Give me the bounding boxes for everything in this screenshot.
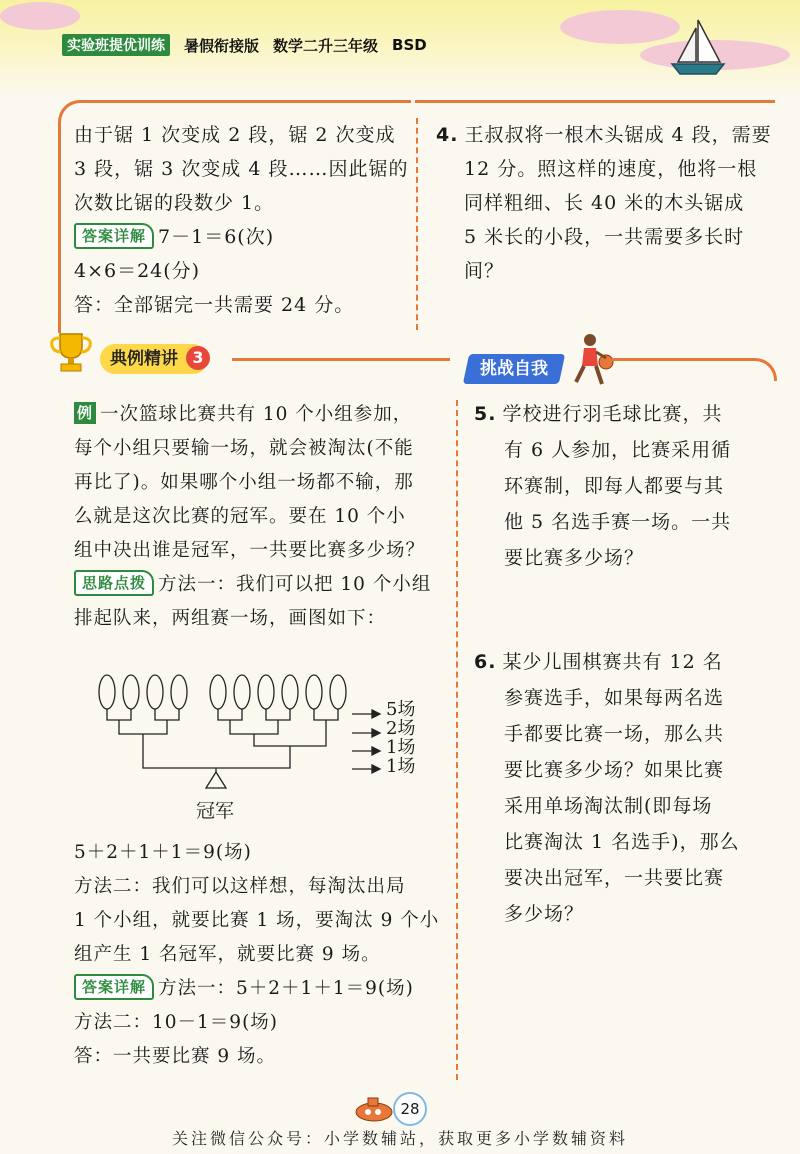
question-line: 参赛选手，如果每两名选: [504, 687, 725, 709]
basketball-player-icon: [566, 332, 616, 388]
prev-solution-line: 3 段，锯 3 次变成 4 段……因此锯的: [74, 158, 409, 180]
idea-line: 排起队来，两组赛一场，画图如下：: [74, 608, 387, 629]
section-number: 3: [186, 346, 210, 370]
column-divider: [456, 400, 458, 1080]
answer-line: 方法一：5＋2＋1＋1＝9(场): [158, 978, 414, 999]
question-6: [474, 644, 774, 932]
answer-line: 答：一共要比赛 9 场。: [74, 1046, 277, 1067]
team-oval: [99, 675, 115, 709]
question-line: 有 6 人参加，比赛采用循: [504, 439, 732, 461]
prev-solution-line: 由于锯 1 次变成 2 段，锯 2 次变成: [74, 124, 396, 146]
example: [74, 398, 452, 636]
question-line: 他 5 名选手赛一场。一共: [504, 511, 732, 533]
edition-label: 暑假衔接版: [184, 36, 260, 55]
example-line: 一次篮球比赛共有 10 个小组参加，: [100, 404, 413, 425]
cloud-decoration: [0, 2, 80, 30]
tournament-diagram: [90, 670, 430, 830]
challenge-badge: [463, 354, 565, 384]
page-number: 28: [393, 1092, 427, 1126]
question-line: 某少儿围棋赛共有 12 名: [502, 651, 723, 673]
diagram-label: 1场: [386, 737, 416, 758]
section-title-text: 典例精讲: [110, 349, 178, 369]
team-oval: [171, 675, 187, 709]
section-divider: [232, 358, 450, 361]
method-line: 方法二：我们可以这样想，每淘汰出局: [74, 876, 406, 897]
section-title: [100, 344, 208, 374]
champion-triangle: [206, 772, 226, 788]
diagram-labels: [386, 700, 415, 776]
answer-line: 方法二：10－1＝9(场): [74, 1012, 279, 1033]
question-line: 要比赛多少场？如果比赛: [504, 759, 725, 781]
champion-label: 冠军: [196, 800, 235, 822]
header-bar: [62, 34, 427, 56]
footer-note: 关注微信公众号：小学数辅站，获取更多小学数辅资料: [171, 1129, 628, 1148]
idea-line: 方法一：我们可以把 10 个小组: [158, 574, 432, 595]
example-line: 每个小组只要输一场，就会被淘汰(不能: [74, 438, 414, 459]
question-line: 同样粗细、长 40 米的木头锯成: [464, 192, 745, 214]
example-line: 再比了)。如果哪个小组一场都不输，那: [74, 472, 414, 493]
cloud-decoration: [560, 10, 680, 44]
team-oval: [123, 675, 139, 709]
team-oval: [234, 675, 250, 709]
diagram-label: 1场: [386, 756, 416, 777]
question-line: 手都要比赛一场，那么共: [504, 723, 725, 745]
method-line: 1 个小组，就要比赛 1 场，要淘汰 9 个小: [74, 910, 440, 931]
question-line: 采用单场淘汰制(即每场: [504, 795, 713, 817]
question-5: [474, 396, 774, 576]
question-line: 要比赛多少场？: [504, 547, 645, 569]
example-line: 组中决出谁是冠军，一共要比赛多少场？: [74, 540, 426, 561]
method-line: 组产生 1 名冠军，就要比赛 9 场。: [74, 944, 381, 965]
team-oval: [330, 675, 346, 709]
answer-line: 7－1＝6(次): [158, 226, 275, 248]
team-oval: [282, 675, 298, 709]
submarine-icon: [352, 1090, 396, 1124]
diagram-label: 2场: [386, 718, 416, 739]
q4-frame-top: [415, 100, 775, 103]
prev-solution-line: 次数比锯的段数少 1。: [74, 192, 275, 214]
question-line: 学校进行羽毛球比赛，共: [502, 403, 723, 425]
idea-tag: 思路点拨: [74, 570, 154, 596]
example-mark: 例: [74, 402, 96, 424]
team-oval: [258, 675, 274, 709]
challenge-title: 挑战自我: [480, 359, 548, 379]
subject-label: 数学二升三年级: [273, 36, 379, 55]
question-number: 4.: [436, 124, 459, 146]
publisher-label: BSD: [392, 36, 427, 54]
question-line: 5 米长的小段，一共需要多长时间？: [464, 226, 745, 282]
answer-line: 4×6＝24(分): [74, 260, 201, 282]
question-4: [436, 118, 776, 288]
question-line: 12 分。照这样的速度，他将一根: [464, 158, 758, 180]
trophy-icon: [48, 330, 94, 374]
example-line: 么就是这次比赛的冠军。要在 10 个小: [74, 506, 406, 527]
team-oval: [210, 675, 226, 709]
column-divider: [416, 118, 418, 330]
example-methods: [74, 836, 452, 1074]
question-number: 6.: [474, 651, 497, 673]
question-line: 比赛淘汰 1 名选手)，那么: [504, 831, 740, 853]
question-number: 5.: [474, 403, 497, 425]
answer-line: 答：全部锯完一共需要 24 分。: [74, 294, 355, 316]
team-oval: [147, 675, 163, 709]
challenge-frame: [612, 358, 777, 381]
answer-tag: 答案详解: [74, 974, 154, 1000]
series-badge: 实验班提优训练: [62, 34, 170, 56]
question-line: 王叔叔将一根木头锯成 4 段，需要: [464, 124, 772, 146]
question-line: 环赛制，即每人都要与其: [504, 475, 725, 497]
diagram-label: 5场: [386, 699, 416, 720]
page-header: [0, 0, 800, 95]
sailboat-icon: [668, 18, 728, 80]
team-oval: [306, 675, 322, 709]
answer-tag: 答案详解: [74, 223, 154, 249]
method-line: 5＋2＋1＋1＝9(场): [74, 842, 252, 863]
question-line: 要决出冠军，一共要比赛: [504, 867, 725, 889]
prev-solution: [74, 118, 414, 322]
question-line: 多少场？: [504, 903, 585, 925]
